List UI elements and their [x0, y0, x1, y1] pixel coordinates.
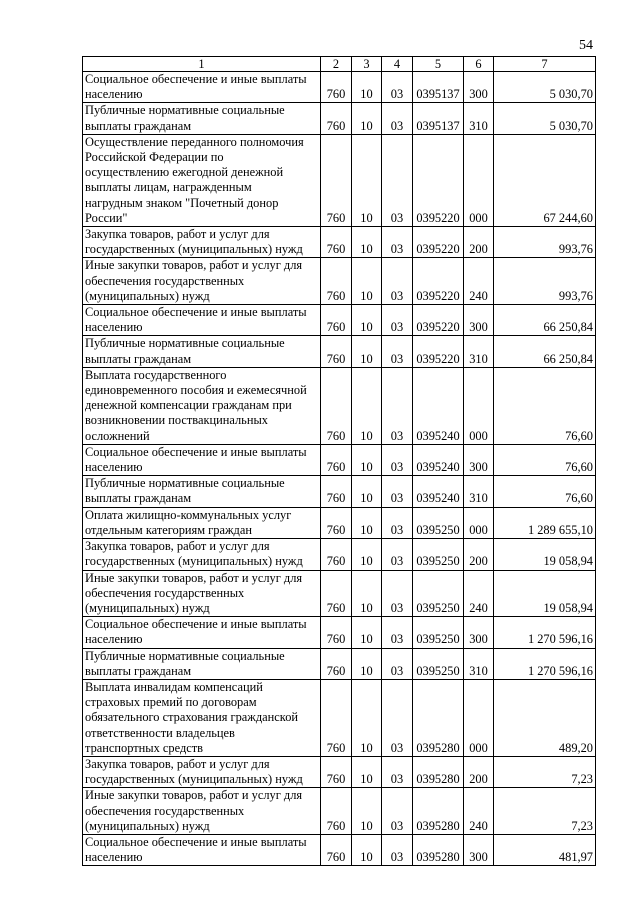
row-code-cell: 760 [321, 756, 352, 787]
row-amount-cell: 66 250,84 [494, 336, 596, 367]
row-amount-cell: 76,60 [494, 367, 596, 444]
row-expense-type-cell: 310 [464, 476, 494, 507]
row-subsection-cell: 03 [382, 648, 413, 679]
table-header [83, 57, 596, 72]
row-name-cell: Социальное обеспечение и иные выплаты населению [83, 834, 321, 865]
row-subsection-cell: 03 [382, 227, 413, 258]
table-row [83, 103, 596, 134]
row-name-cell: Иные закупки товаров, работ и услуг для обеспечения государственных (муниципальных) нужд [83, 258, 321, 305]
row-section-cell: 10 [352, 617, 382, 648]
row-subsection-cell: 03 [382, 134, 413, 226]
table-row [83, 227, 596, 258]
header-col-6: 6 [464, 57, 494, 72]
row-amount-cell: 19 058,94 [494, 539, 596, 570]
table-row [83, 617, 596, 648]
row-target-article-cell: 0395240 [413, 367, 464, 444]
row-code-cell: 760 [321, 834, 352, 865]
row-section-cell: 10 [352, 679, 382, 756]
row-amount-cell: 993,76 [494, 258, 596, 305]
row-section-cell: 10 [352, 258, 382, 305]
row-subsection-cell: 03 [382, 834, 413, 865]
row-expense-type-cell: 300 [464, 444, 494, 475]
row-section-cell: 10 [352, 72, 382, 103]
row-name-cell: Публичные нормативные социальные выплаты гражданам [83, 103, 321, 134]
row-target-article-cell: 0395250 [413, 507, 464, 538]
row-subsection-cell: 03 [382, 756, 413, 787]
row-amount-cell: 5 030,70 [494, 72, 596, 103]
row-code-cell: 760 [321, 679, 352, 756]
row-expense-type-cell: 000 [464, 679, 494, 756]
row-expense-type-cell: 240 [464, 258, 494, 305]
table-row [83, 570, 596, 617]
row-amount-cell: 66 250,84 [494, 305, 596, 336]
row-code-cell: 760 [321, 336, 352, 367]
row-target-article-cell: 0395220 [413, 336, 464, 367]
row-code-cell: 760 [321, 507, 352, 538]
row-expense-type-cell: 240 [464, 788, 494, 835]
row-subsection-cell: 03 [382, 72, 413, 103]
row-target-article-cell: 0395280 [413, 679, 464, 756]
table-row [83, 539, 596, 570]
table-row [83, 305, 596, 336]
row-code-cell: 760 [321, 258, 352, 305]
row-subsection-cell: 03 [382, 367, 413, 444]
row-subsection-cell: 03 [382, 336, 413, 367]
row-section-cell: 10 [352, 507, 382, 538]
row-code-cell: 760 [321, 617, 352, 648]
row-expense-type-cell: 310 [464, 648, 494, 679]
row-name-cell: Закупка товаров, работ и услуг для государственных (муниципальных) нужд [83, 539, 321, 570]
row-name-cell: Социальное обеспечение и иные выплаты населению [83, 305, 321, 336]
row-code-cell: 760 [321, 476, 352, 507]
row-name-cell: Иные закупки товаров, работ и услуг для обеспечения государственных (муниципальных) нужд [83, 570, 321, 617]
page-number: 54 [579, 38, 593, 53]
row-section-cell: 10 [352, 367, 382, 444]
row-name-cell: Социальное обеспечение и иные выплаты населению [83, 617, 321, 648]
row-amount-cell: 1 270 596,16 [494, 648, 596, 679]
table-row [83, 679, 596, 756]
row-expense-type-cell: 300 [464, 834, 494, 865]
row-section-cell: 10 [352, 648, 382, 679]
table-row [83, 476, 596, 507]
row-code-cell: 760 [321, 227, 352, 258]
table-row [83, 72, 596, 103]
row-subsection-cell: 03 [382, 444, 413, 475]
row-name-cell: Публичные нормативные социальные выплаты гражданам [83, 476, 321, 507]
row-target-article-cell: 0395280 [413, 788, 464, 835]
row-code-cell: 760 [321, 305, 352, 336]
row-subsection-cell: 03 [382, 788, 413, 835]
table-row [83, 648, 596, 679]
row-section-cell: 10 [352, 539, 382, 570]
row-name-cell: Иные закупки товаров, работ и услуг для обеспечения государственных (муниципальных) нужд [83, 788, 321, 835]
row-section-cell: 10 [352, 476, 382, 507]
row-name-cell: Закупка товаров, работ и услуг для государственных (муниципальных) нужд [83, 756, 321, 787]
row-target-article-cell: 0395250 [413, 617, 464, 648]
row-section-cell: 10 [352, 227, 382, 258]
row-section-cell: 10 [352, 570, 382, 617]
row-code-cell: 760 [321, 570, 352, 617]
row-subsection-cell: 03 [382, 305, 413, 336]
row-code-cell: 760 [321, 134, 352, 226]
table-row [83, 367, 596, 444]
row-section-cell: 10 [352, 134, 382, 226]
budget-table [82, 56, 596, 866]
row-target-article-cell: 0395220 [413, 258, 464, 305]
row-amount-cell: 1 289 655,10 [494, 507, 596, 538]
row-amount-cell: 481,97 [494, 834, 596, 865]
table-row [83, 788, 596, 835]
row-target-article-cell: 0395240 [413, 444, 464, 475]
row-name-cell: Публичные нормативные социальные выплаты гражданам [83, 336, 321, 367]
row-name-cell: Выплата государственного единовременного пособия и ежемесячной денежной компенсации гражданам при возникновении поствакцинальных осложнений [83, 367, 321, 444]
row-expense-type-cell: 000 [464, 507, 494, 538]
row-name-cell: Публичные нормативные социальные выплаты гражданам [83, 648, 321, 679]
row-expense-type-cell: 310 [464, 103, 494, 134]
row-section-cell: 10 [352, 788, 382, 835]
row-subsection-cell: 03 [382, 570, 413, 617]
row-expense-type-cell: 300 [464, 617, 494, 648]
row-name-cell: Выплата инвалидам компенсаций страховых премий по договорам обязательного страхования гражданской ответственности владельцев транспортных средств [83, 679, 321, 756]
row-code-cell: 760 [321, 444, 352, 475]
row-name-cell: Социальное обеспечение и иные выплаты населению [83, 72, 321, 103]
row-section-cell: 10 [352, 336, 382, 367]
table-body [83, 72, 596, 866]
row-amount-cell: 5 030,70 [494, 103, 596, 134]
row-amount-cell: 489,20 [494, 679, 596, 756]
table-row [83, 134, 596, 226]
table-row [83, 258, 596, 305]
row-name-cell: Осуществление переданного полномочия Российской Федерации по осуществлению ежегодной денежной выплаты лицам, награжденным нагрудным знаком "Почетный донор России" [83, 134, 321, 226]
row-amount-cell: 993,76 [494, 227, 596, 258]
row-target-article-cell: 0395220 [413, 134, 464, 226]
row-section-cell: 10 [352, 103, 382, 134]
header-col-4: 4 [382, 57, 413, 72]
header-col-7: 7 [494, 57, 596, 72]
row-subsection-cell: 03 [382, 539, 413, 570]
row-code-cell: 760 [321, 103, 352, 134]
row-code-cell: 760 [321, 72, 352, 103]
table-row [83, 834, 596, 865]
row-target-article-cell: 0395220 [413, 227, 464, 258]
row-code-cell: 760 [321, 648, 352, 679]
row-expense-type-cell: 300 [464, 305, 494, 336]
row-expense-type-cell: 000 [464, 134, 494, 226]
row-target-article-cell: 0395250 [413, 539, 464, 570]
row-target-article-cell: 0395220 [413, 305, 464, 336]
row-name-cell: Закупка товаров, работ и услуг для государственных (муниципальных) нужд [83, 227, 321, 258]
row-expense-type-cell: 240 [464, 570, 494, 617]
row-amount-cell: 76,60 [494, 476, 596, 507]
table-row [83, 756, 596, 787]
row-expense-type-cell: 200 [464, 227, 494, 258]
row-name-cell: Оплата жилищно-коммунальных услуг отдельным категориям граждан [83, 507, 321, 538]
table-row [83, 336, 596, 367]
row-target-article-cell: 0395137 [413, 103, 464, 134]
row-target-article-cell: 0395250 [413, 570, 464, 617]
row-subsection-cell: 03 [382, 617, 413, 648]
row-expense-type-cell: 310 [464, 336, 494, 367]
row-target-article-cell: 0395137 [413, 72, 464, 103]
row-expense-type-cell: 300 [464, 72, 494, 103]
row-amount-cell: 19 058,94 [494, 570, 596, 617]
row-subsection-cell: 03 [382, 258, 413, 305]
row-subsection-cell: 03 [382, 103, 413, 134]
row-amount-cell: 76,60 [494, 444, 596, 475]
row-target-article-cell: 0395280 [413, 834, 464, 865]
row-section-cell: 10 [352, 305, 382, 336]
header-col-1: 1 [83, 57, 321, 72]
row-amount-cell: 1 270 596,16 [494, 617, 596, 648]
header-col-5: 5 [413, 57, 464, 72]
row-expense-type-cell: 200 [464, 756, 494, 787]
row-amount-cell: 67 244,60 [494, 134, 596, 226]
row-section-cell: 10 [352, 444, 382, 475]
row-target-article-cell: 0395280 [413, 756, 464, 787]
row-target-article-cell: 0395240 [413, 476, 464, 507]
row-subsection-cell: 03 [382, 507, 413, 538]
header-col-3: 3 [352, 57, 382, 72]
table-row [83, 444, 596, 475]
row-section-cell: 10 [352, 756, 382, 787]
header-col-2: 2 [321, 57, 352, 72]
table-row [83, 507, 596, 538]
row-amount-cell: 7,23 [494, 756, 596, 787]
row-code-cell: 760 [321, 367, 352, 444]
row-code-cell: 760 [321, 539, 352, 570]
row-subsection-cell: 03 [382, 679, 413, 756]
row-target-article-cell: 0395250 [413, 648, 464, 679]
row-code-cell: 760 [321, 788, 352, 835]
row-name-cell: Социальное обеспечение и иные выплаты населению [83, 444, 321, 475]
row-expense-type-cell: 000 [464, 367, 494, 444]
row-expense-type-cell: 200 [464, 539, 494, 570]
row-subsection-cell: 03 [382, 476, 413, 507]
row-amount-cell: 7,23 [494, 788, 596, 835]
header-row [83, 57, 596, 72]
row-section-cell: 10 [352, 834, 382, 865]
